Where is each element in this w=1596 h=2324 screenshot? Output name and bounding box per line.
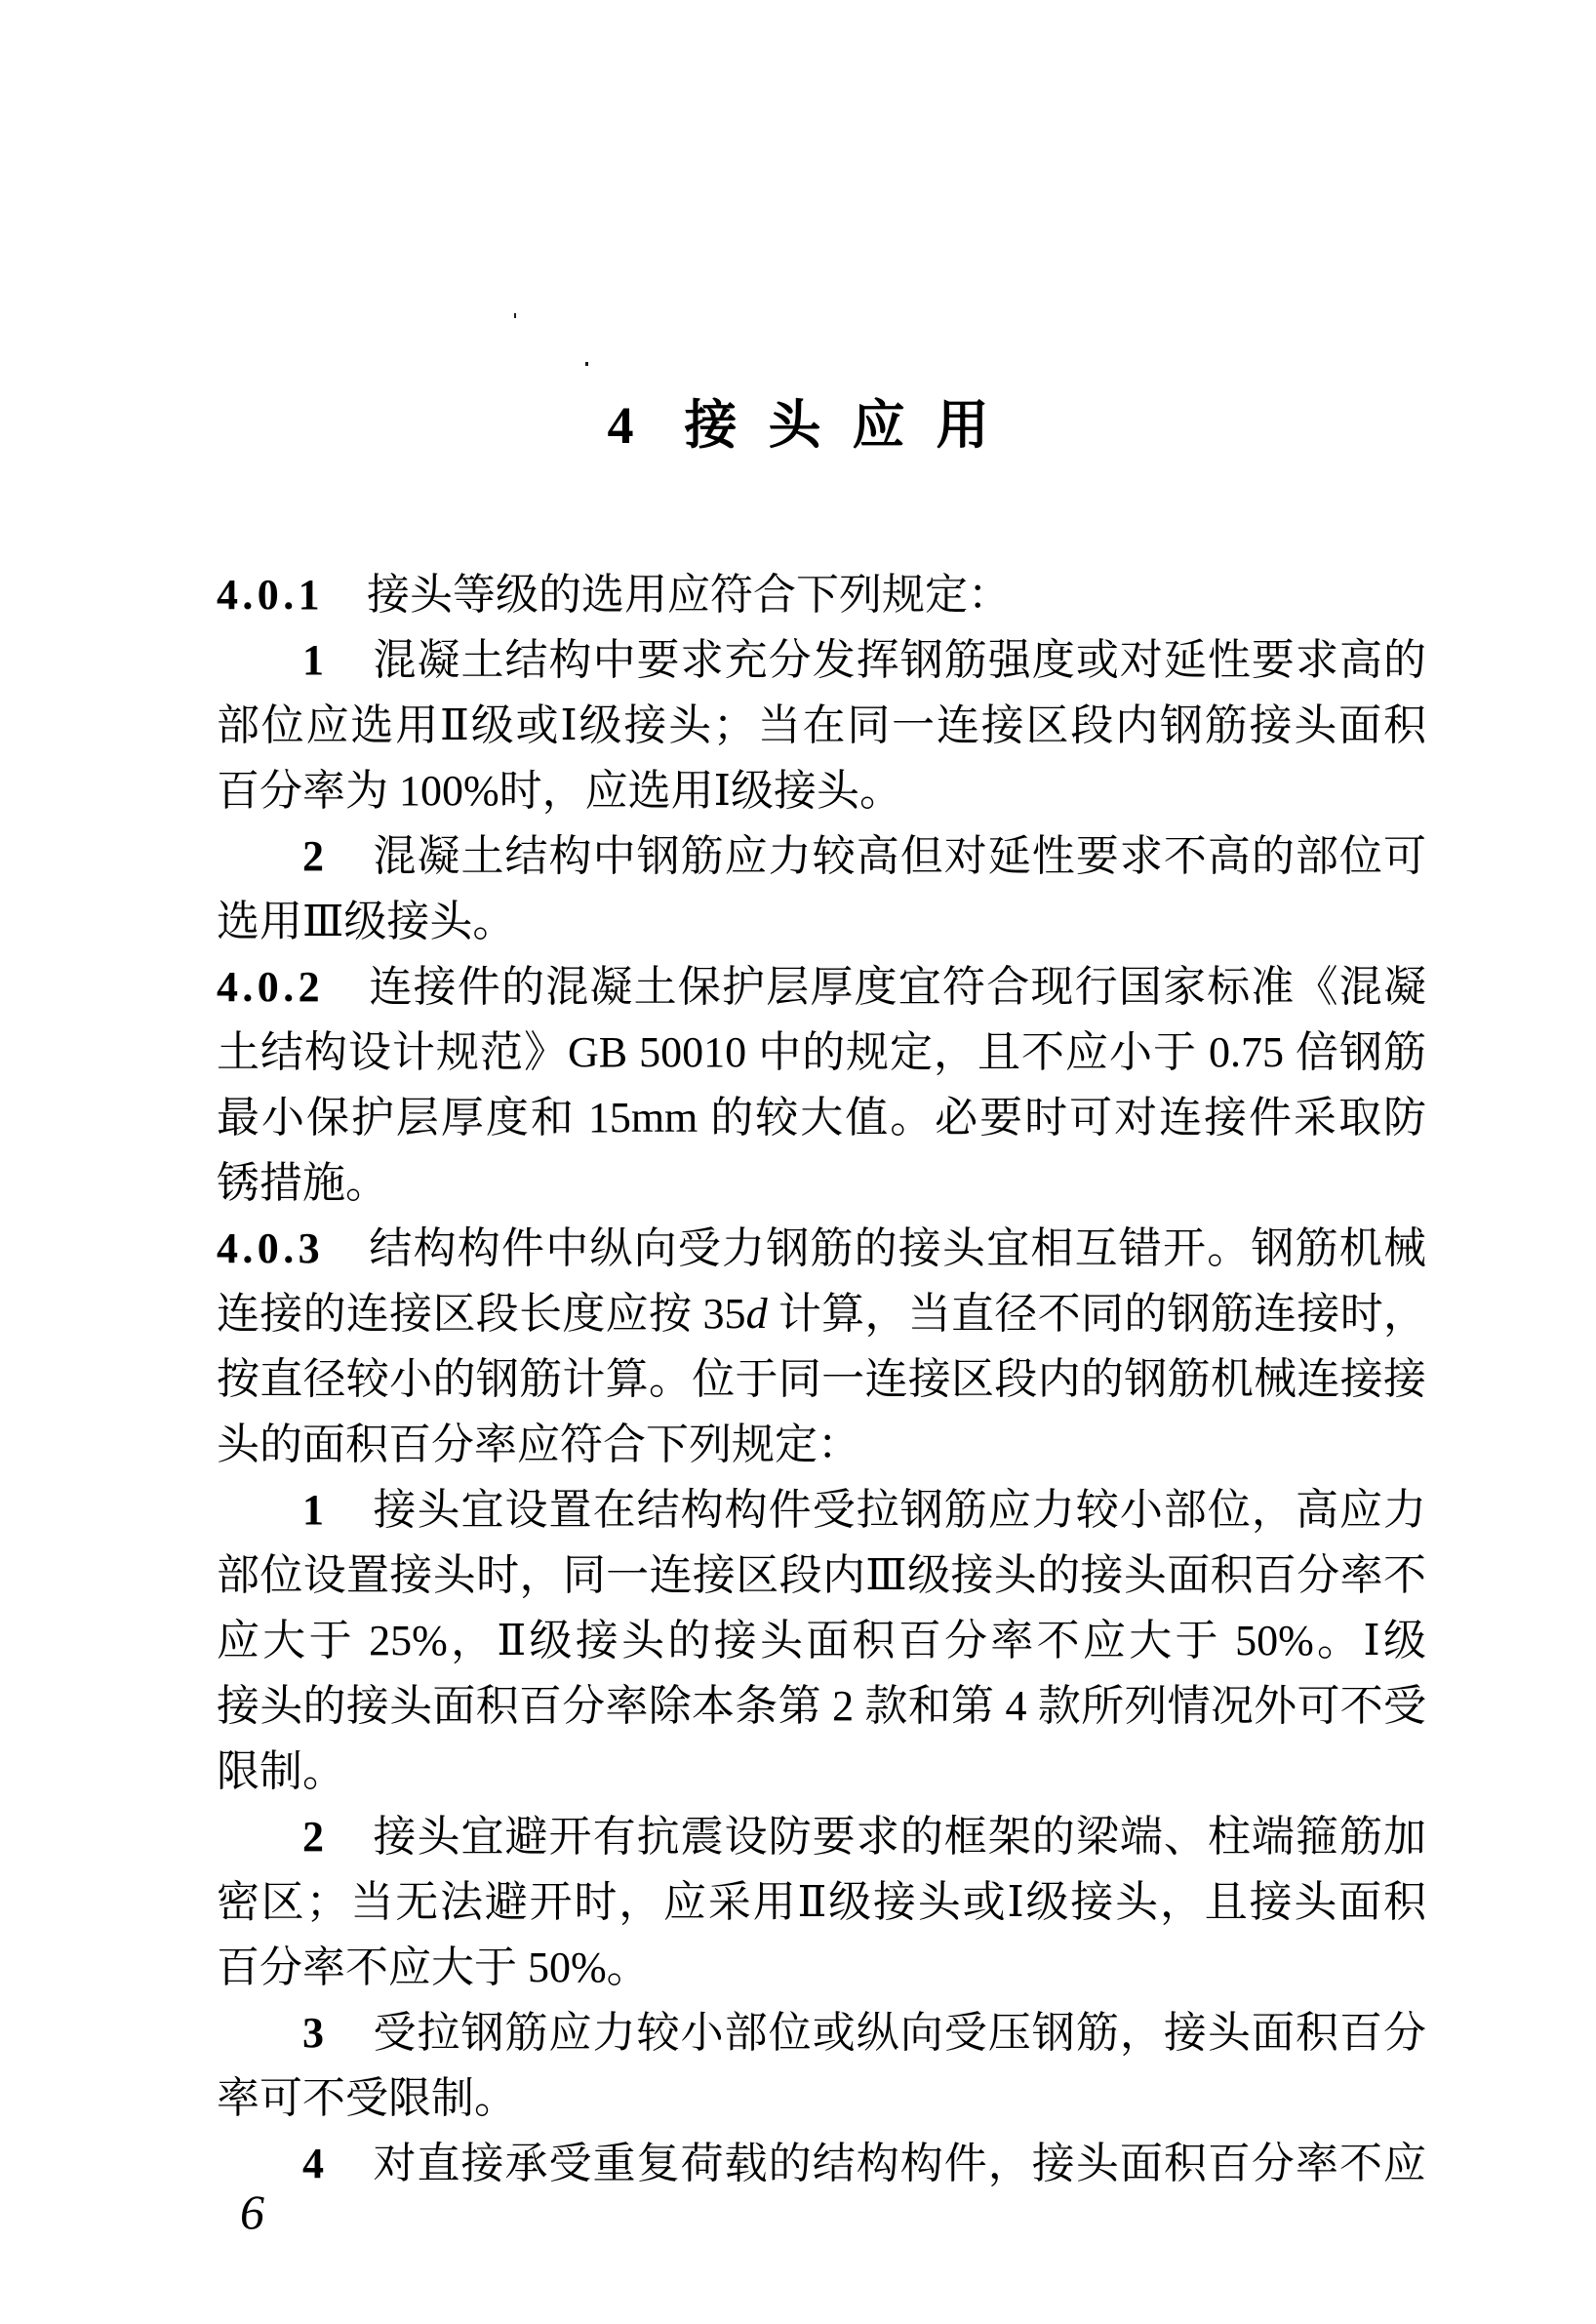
text-line xyxy=(217,693,1426,758)
clause-number: 1 xyxy=(302,1486,329,1534)
text-run: 混凝土结构中要求充分发挥钢筋强度或对延性要求高的 xyxy=(328,636,1426,684)
text-run: 锈措施。 xyxy=(217,1159,388,1207)
text-line xyxy=(217,1281,1426,1346)
text-run: 部位设置接头时，同一连接区段内Ⅲ级接头的接头面积百分率不 xyxy=(217,1551,1426,1599)
text-line xyxy=(217,954,1426,1020)
text-line xyxy=(217,1608,1426,1673)
scan-speck xyxy=(585,362,588,366)
document-body xyxy=(217,562,1426,2196)
text-run: 按直径较小的钢筋计算。位于同一连接区段内的钢筋机械连接接 xyxy=(217,1355,1426,1403)
text-line xyxy=(217,1739,1426,1804)
text-run: 百分率为 100%时，应选用Ⅰ级接头。 xyxy=(217,767,903,815)
text-line xyxy=(217,1150,1426,1216)
text-run: 受拉钢筋应力较小部位或纵向受压钢筋，接头面积百分 xyxy=(328,2009,1426,2057)
text-run: 百分率不应大于 50%。 xyxy=(217,1943,650,1991)
clause-number: 3 xyxy=(302,2009,329,2057)
text-line xyxy=(217,1216,1426,1281)
text-line xyxy=(217,1412,1426,1477)
clause-number: 4.0.3 xyxy=(217,1224,324,1272)
text-run: 土结构设计规范》GB 50010 中的规定，且不应小于 0.75 倍钢筋 xyxy=(217,1028,1426,1076)
clause-number: 1 xyxy=(302,636,329,684)
text-run: 选用Ⅲ级接头。 xyxy=(217,898,516,945)
text-run: 连接件的混凝土保护层厚度宜符合现行国家标准《混凝 xyxy=(324,963,1426,1011)
text-run: 接头的接头面积百分率除本条第 2 款和第 4 款所列情况外可不受 xyxy=(217,1682,1426,1730)
chapter-title: 接头应用 xyxy=(684,396,1020,455)
text-line xyxy=(217,1869,1426,1935)
text-run: 最小保护层厚度和 15mm 的较大值。必要时可对连接件采取防 xyxy=(217,1094,1426,1142)
text-line xyxy=(217,823,1426,889)
text-line xyxy=(217,1543,1426,1608)
text-line xyxy=(217,1020,1426,1085)
text-run: 限制。 xyxy=(217,1747,345,1795)
text-run: 应大于 25%，Ⅱ级接头的接头面积百分率不应大于 50%。Ⅰ级 xyxy=(217,1617,1426,1664)
clause-number: 4 xyxy=(302,2140,329,2187)
text-run: 接头宜避开有抗震设防要求的框架的梁端、柱端箍筋加 xyxy=(328,1813,1426,1861)
text-run: 部位应选用Ⅱ级或Ⅰ级接头；当在同一连接区段内钢筋接头面积 xyxy=(217,701,1426,749)
text-run: 率可不受限制。 xyxy=(217,2074,517,2122)
text-line xyxy=(217,562,1426,627)
clause-number: 2 xyxy=(302,832,329,880)
chapter-heading xyxy=(0,394,1596,457)
text-line xyxy=(217,1346,1426,1412)
text-run: 对直接承受重复荷载的结构构件，接头面积百分率不应 xyxy=(328,2140,1426,2187)
text-line xyxy=(217,2065,1426,2131)
clause-number: 4.0.1 xyxy=(217,571,324,619)
text-run: 接头等级的选用应符合下列规定： xyxy=(324,571,1011,619)
text-line xyxy=(217,889,1426,954)
page-number: 6 xyxy=(240,2184,264,2239)
scan-speck xyxy=(514,313,516,318)
text-run: 连接的连接区段长度应按 35 xyxy=(217,1290,746,1338)
chapter-number: 4 xyxy=(607,396,634,455)
text-run: 密区；当无法避开时，应采用Ⅱ级接头或Ⅰ级接头，且接头面积 xyxy=(217,1878,1426,1926)
text-run: 结构构件中纵向受力钢筋的接头宜相互错开。钢筋机械 xyxy=(324,1224,1426,1272)
text-line xyxy=(217,758,1426,823)
text-line xyxy=(217,1804,1426,1869)
text-run: 混凝土结构中钢筋应力较高但对延性要求不高的部位可 xyxy=(328,832,1426,880)
clause-number: 2 xyxy=(302,1813,329,1861)
text-line xyxy=(217,1477,1426,1543)
clause-number: 4.0.2 xyxy=(217,963,324,1011)
text-line xyxy=(217,627,1426,693)
text-line xyxy=(217,2131,1426,2196)
variable-symbol: d xyxy=(745,1290,768,1338)
text-line xyxy=(217,2000,1426,2065)
text-line xyxy=(217,1673,1426,1739)
text-run: 接头宜设置在结构构件受拉钢筋应力较小部位，高应力 xyxy=(328,1486,1426,1534)
text-run: 头的面积百分率应符合下列规定： xyxy=(217,1421,860,1468)
text-line xyxy=(217,1935,1426,2000)
text-line xyxy=(217,1085,1426,1150)
text-run: 计算，当直径不同的钢筋连接时， xyxy=(767,1290,1427,1338)
